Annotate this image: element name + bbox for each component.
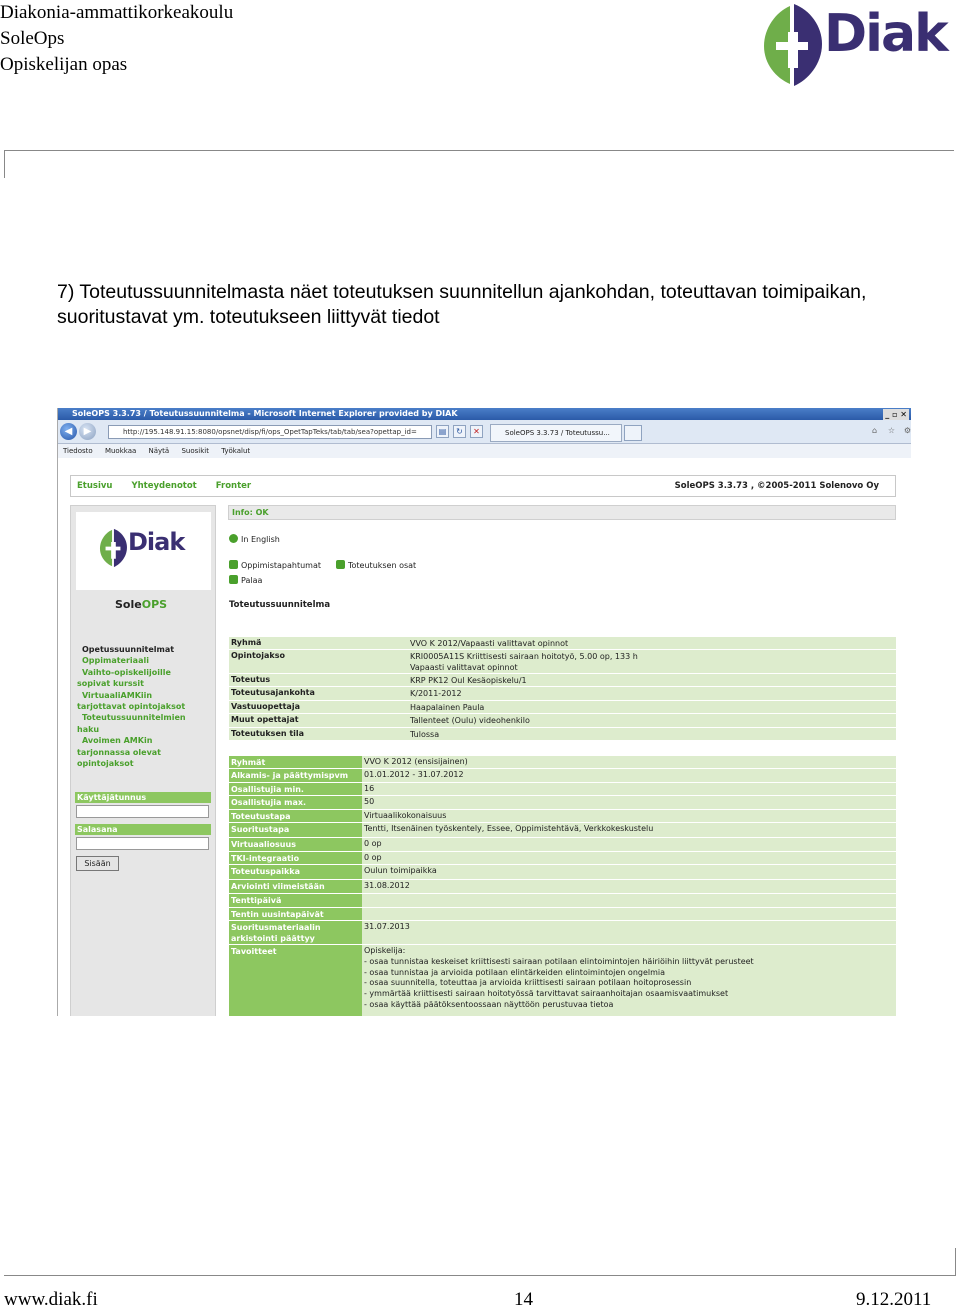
sidebar-item-open-amk[interactable]: Avoimen AMKin <box>82 736 153 746</box>
arrow-icon <box>229 560 238 569</box>
address-bar[interactable]: http://195.148.91.15:8080/opsnet/disp/fi/ops_OpetTapTeks/tab/tab/sea?opettap_id= <box>108 425 432 439</box>
menu-favorites[interactable]: Suosikit <box>181 447 209 455</box>
table-row: Toteutustapa Virtuaalikokonaisuus <box>229 809 896 822</box>
back-icon[interactable]: ◀ <box>60 423 77 440</box>
english-link-label: In English <box>241 535 280 544</box>
table-row: Virtuaaliosuus 0 op <box>229 837 896 851</box>
table-row: Osallistujia min. 16 <box>229 782 896 795</box>
tools-gear-icon[interactable]: ⚙ <box>903 426 911 435</box>
table-row: Muut opettajat Tallenteet (Oulu) videohenkilo <box>229 713 896 727</box>
sidebar-item-virtual[interactable]: VirtuaaliAMKiin <box>82 690 153 700</box>
sidebar-item-open-amk-cont[interactable]: tarjonnassa olevat <box>77 747 162 757</box>
page-number: 14 <box>514 1289 533 1309</box>
learning-events-link[interactable] <box>229 560 321 570</box>
menu-edit[interactable]: Muokkaa <box>104 447 137 455</box>
soleops-page <box>58 459 911 1016</box>
favorites-icon[interactable]: ☆ <box>887 426 896 435</box>
table-row: Tavoitteet Opiskelija: - osaa tunnistaa keskeiset kriittisesti sairaan potilaan elintoimintojen häiriöihin liittyvät perusteet - osaa tunnistaa ja arvioida potilaan elintärkeiden elintoimintojen ongelmia - osaa suunnitella, toteuttaa ja arvioida kriittisesti sairaan potilaan hoitoprosessin - ymmärtää kriittisesti sairaan hoitotyössä tarvittavat sairaanhoitajan osaamisvaatimukset - osaa käyttää päätöksentoossaan näyttöön perustuvaa tietoa <box>229 944 896 1016</box>
sidebar-item-materials[interactable]: Oppimateriaali <box>82 656 149 666</box>
table-row: Toteutusajankohta K/2011-2012 <box>229 686 896 700</box>
footer-rule-tick <box>955 1248 956 1276</box>
soleops-brand <box>115 598 167 611</box>
table-row: Ryhmät VVO K 2012 (ensisijainen) <box>229 755 896 768</box>
table-row: Arviointi viimeistään 31.08.2012 <box>229 879 896 893</box>
implementation-parts-label: Toteutuksen osat <box>348 561 417 570</box>
address-toolbar <box>58 420 911 444</box>
step-caption <box>57 280 917 330</box>
menu-view[interactable]: Näytä <box>148 447 170 455</box>
menu-tools[interactable]: Työkalut <box>221 447 251 455</box>
table-row: Toteutus KRP PK12 Oul Kesäopiskelu/1 <box>229 673 896 686</box>
sidebar-item-plan-search-cont[interactable]: haku <box>77 724 100 734</box>
brand-ops: OPS <box>141 598 168 611</box>
arrow-icon <box>336 560 345 569</box>
forward-icon[interactable]: ▶ <box>79 423 96 440</box>
table-row: Opintojakso KRI0005A11S Kriittisesti sairaan hoitotyö, 5.00 op, 133 h Vapaasti valittavat opinnot <box>229 649 896 673</box>
version-info: SoleOPS 3.3.73 , ©2005-2011 Solenovo Oy <box>674 481 879 491</box>
table-row: Suoritusmateriaalin arkistointi päättyy 31.07.2013 <box>229 920 896 944</box>
table-row: Suoritustapa Tentti, Itsenäinen työskentely, Essee, Oppimistehtävä, Verkkokeskustelu <box>229 822 896 837</box>
english-link[interactable] <box>229 534 280 544</box>
implementation-parts-link[interactable] <box>336 560 416 570</box>
diak-logo <box>760 2 947 88</box>
diak-small-icon <box>98 528 128 568</box>
table-row: TKI-integraatio 0 op <box>229 851 896 864</box>
caption-line-1: 7) Toteutussuunnitelmasta näet toteutuksen suunnitellun ajankohdan, toteuttavan toimipaikan, <box>57 281 867 303</box>
diak-logo-icon <box>760 2 824 88</box>
header-rule <box>4 150 954 151</box>
new-tab-icon[interactable] <box>624 425 642 441</box>
sidebar-logo <box>76 512 211 590</box>
nav-fronter[interactable]: Fronter <box>215 481 252 491</box>
table-row: Tenttipäivä <box>229 893 896 907</box>
logo-wordmark: Diak <box>824 4 947 64</box>
browser-menubar <box>58 444 911 458</box>
footer-rule <box>4 1275 956 1276</box>
sidebar-item-virtual-cont[interactable]: tarjottavat opintojaksot <box>77 702 186 712</box>
sidebar-logo-wordmark: Diak <box>128 528 185 556</box>
browser-tab[interactable]: SoleOPS 3.3.73 / Toteutussu... <box>490 424 622 442</box>
table-row: Vastuuopettaja Haapalainen Paula <box>229 700 896 713</box>
nav-contacts[interactable]: Yhteydenotot <box>131 481 197 491</box>
browser-screenshot <box>57 408 911 1016</box>
system-name: SoleOps <box>0 28 65 49</box>
table-row: Alkamis- ja päättymispvm 01.01.2012 - 31.07.2012 <box>229 768 896 782</box>
table-row: Tentin uusintapäivät <box>229 907 896 920</box>
sidebar-item-plan-search[interactable]: Toteutussuunnitelmien <box>82 713 186 723</box>
sidebar-item-curricula[interactable]: Opetussuunnitelmat <box>82 645 175 654</box>
sidebar-item-exchange[interactable]: Vaihto-opiskelijoille <box>82 667 171 677</box>
password-input[interactable] <box>76 837 209 850</box>
login-button[interactable]: Sisään <box>76 856 119 871</box>
document-header <box>0 0 233 78</box>
guide-title: Opiskelijan opas <box>0 54 128 75</box>
window-controls[interactable]: _ ▫ ✕ <box>885 410 907 419</box>
top-navigation <box>70 475 896 497</box>
username-label: Käyttäjätunnus <box>75 792 211 803</box>
sidebar-item-open-amk-cont2[interactable]: opintojaksot <box>77 759 134 769</box>
sidebar <box>70 505 216 1016</box>
return-icon <box>229 575 238 584</box>
table-row: Toteutuksen tila Tulossa <box>229 727 896 740</box>
footer-website: www.diak.fi <box>4 1289 98 1309</box>
stop-icon[interactable]: ✕ <box>470 425 483 438</box>
compatibility-icon[interactable]: ▤ <box>436 425 449 438</box>
table-row: Toteutuspaikka Oulun toimipaikka <box>229 864 896 879</box>
footer-date: 9.12.2011 <box>856 1289 932 1309</box>
page-title: Toteutussuunnitelma <box>229 600 331 610</box>
home-icon[interactable]: ⌂ <box>871 426 878 435</box>
back-link-label: Palaa <box>241 576 263 585</box>
refresh-icon[interactable]: ↻ <box>453 425 466 438</box>
info-bar: Info: OK <box>228 505 896 520</box>
brand-sole: Sole <box>115 598 142 611</box>
learning-events-label: Oppimistapahtumat <box>241 561 321 570</box>
username-input[interactable] <box>76 805 209 818</box>
table-row: Osallistujia max. 50 <box>229 795 896 809</box>
menu-file[interactable]: Tiedosto <box>63 447 93 455</box>
password-label: Salasana <box>75 824 211 835</box>
window-titlebar <box>58 408 911 420</box>
window-title: SoleOPS 3.3.73 / Toteutussuunnitelma - Microsoft Internet Explorer provided by DIAK <box>72 409 458 418</box>
header-rule-tick <box>4 150 5 178</box>
globe-icon <box>229 534 238 543</box>
caption-line-2: suoritustavat ym. toteutukseen liittyvät tiedot <box>57 306 440 328</box>
table-row: Ryhmä VVO K 2012/Vapaasti valittavat opinnot <box>229 636 896 649</box>
nav-home[interactable]: Etusivu <box>77 481 113 491</box>
sidebar-menu <box>77 644 213 769</box>
back-link[interactable] <box>229 575 262 585</box>
school-name: Diakonia-ammattikorkeakoulu <box>0 2 234 23</box>
sidebar-item-exchange-cont[interactable]: sopivat kurssit <box>77 679 144 689</box>
